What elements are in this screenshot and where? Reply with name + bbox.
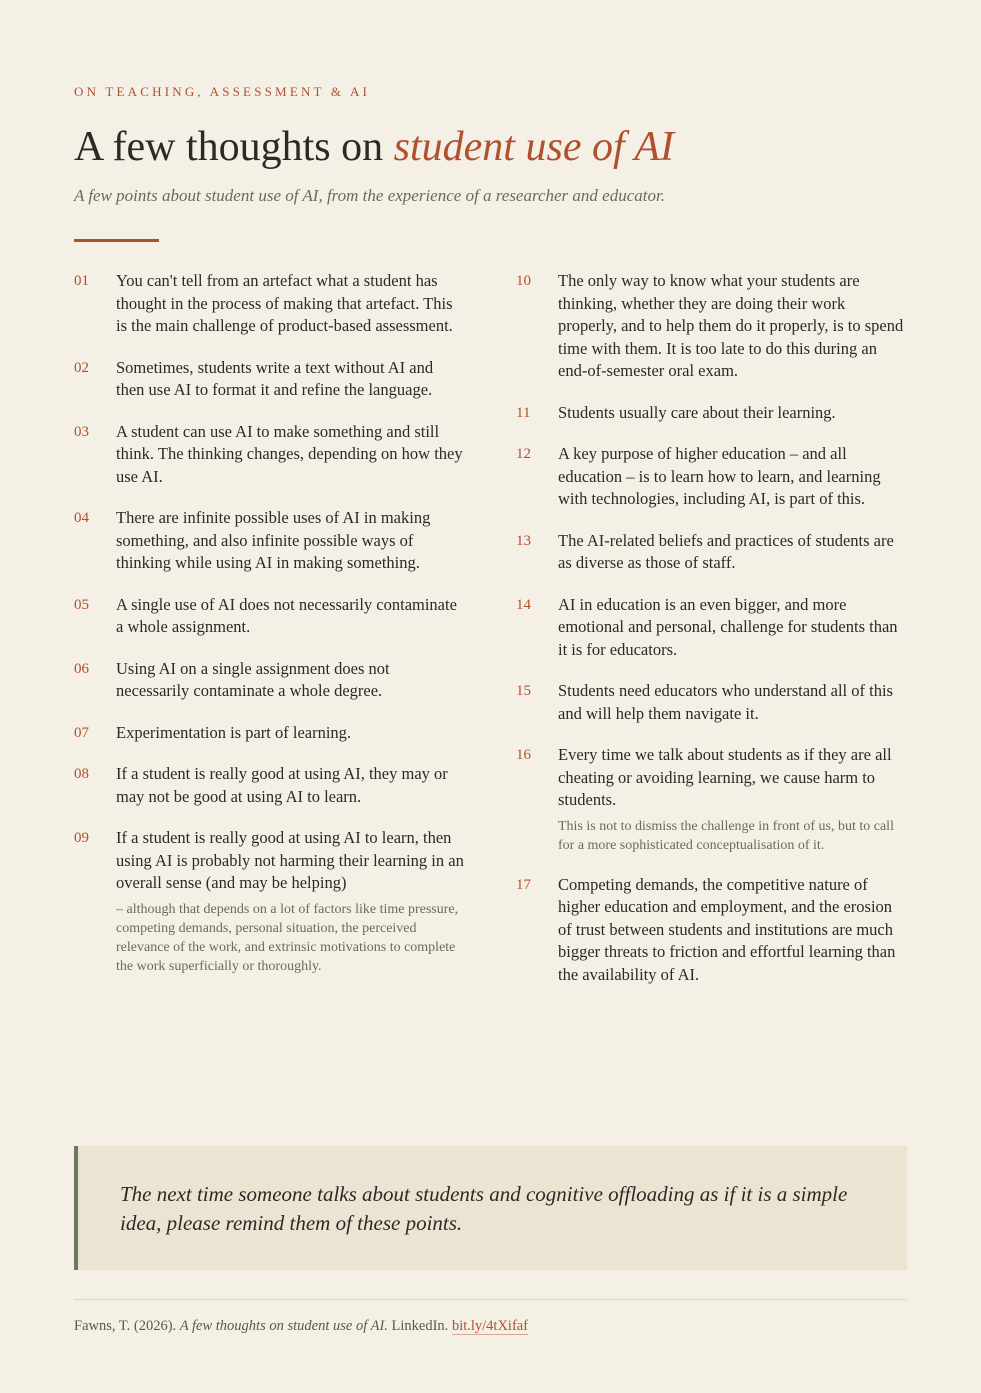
- footer-divider: [74, 1299, 907, 1300]
- point-item: [74, 421, 464, 489]
- point-text: If a student is really good at using AI, they may or may not be good at using AI to learn.: [116, 764, 448, 806]
- point-item: [74, 827, 464, 976]
- point-note: This is not to dismiss the challenge in front of us, but to call for a more sophisticated conceptualisation of it.: [558, 818, 894, 853]
- point-number: 14: [516, 596, 531, 613]
- point-number: 12: [516, 446, 531, 462]
- point-text: Using AI on a single assignment does not necessarily contaminate a whole degree.: [116, 658, 390, 700]
- point-note: – although that depends on a lot of factors like time pressure, competing demands, personal situation, the perceived relevance of the work, and extrinsic motivations to complete the work superficially or thoroughly.: [116, 901, 459, 974]
- point-number: 15: [516, 683, 531, 699]
- point-text: Competing demands, the competitive nature of higher education and employment, and the erosion of trust between students and institutions are much bigger threats to friction and effortful learning than the availability of AI.: [558, 874, 896, 984]
- point-number: 01: [74, 273, 89, 289]
- citation-work: A few thoughts on student use of AI.: [179, 1318, 388, 1334]
- point-item: [516, 680, 907, 725]
- point-number: 08: [74, 766, 89, 782]
- citation-venue: LinkedIn.: [387, 1318, 452, 1334]
- point-text: You can't tell from an artefact what a student has thought in the process of making that artefact. This is the main challenge of product-based assessment.: [116, 271, 453, 335]
- point-text: Sometimes, students write a text without AI and then use AI to format it and refine the language.: [116, 357, 434, 399]
- point-item: [516, 744, 907, 855]
- page-subtitle: A few points about student use of AI, from the experience of a researcher and educator.: [74, 186, 665, 205]
- point-item: [516, 402, 907, 425]
- point-number: 13: [516, 532, 531, 549]
- point-item: [74, 763, 464, 808]
- kicker-label: ON TEACHING, ASSESSMENT & AI: [74, 84, 371, 99]
- title-plain: A few thoughts on: [74, 124, 394, 170]
- point-number: 07: [74, 724, 89, 741]
- point-text: There are infinite possible uses of AI in making something, and also infinite possible ways of thinking while using AI in making something.: [116, 508, 431, 572]
- point-text: Experimentation is part of learning.: [116, 722, 352, 742]
- point-text: If a student is really good at using AI to learn, then using AI is probably not harming their learning in an overall sense (and may be helping): [116, 828, 464, 892]
- point-number: 03: [74, 423, 89, 440]
- point-item: [74, 722, 464, 745]
- point-number: 17: [516, 876, 531, 893]
- point-number: 10: [516, 273, 531, 289]
- point-item: [74, 357, 464, 402]
- point-number: 06: [74, 660, 89, 677]
- point-number: 04: [74, 510, 89, 526]
- point-text: A key purpose of higher education – and all education – is to learn how to learn, and learning with technologies, including AI, is part of this.: [558, 444, 881, 508]
- title-accent: student use of AI: [393, 124, 675, 170]
- citation: [74, 1318, 528, 1335]
- point-text: Students usually care about their learning.: [558, 402, 836, 422]
- point-item: [516, 270, 907, 383]
- point-item: [74, 270, 464, 338]
- point-item: [74, 658, 464, 703]
- point-number: 05: [74, 596, 89, 613]
- point-text: A student can use AI to make something and still think. The thinking changes, depending on how they use AI.: [116, 421, 463, 486]
- closing-quote: The next time someone talks about students and cognitive offloading as if it is a simple idea, please remind them of these points.: [74, 1146, 907, 1270]
- point-text: Students need educators who understand all of this and will help them navigate it.: [558, 681, 893, 723]
- point-number: 11: [516, 404, 531, 421]
- point-text: The AI-related beliefs and practices of students are as diverse as those of staff.: [558, 530, 894, 572]
- point-item: [516, 594, 907, 662]
- points-column-right: [516, 270, 907, 1005]
- point-text: The only way to know what your students are thinking, whether they are doing their work properly, and to help them do it properly, is to spend time with them. It is too late to do this during an end-of-semester oral exam.: [558, 271, 904, 380]
- page-title: [74, 122, 674, 172]
- point-item: [516, 530, 907, 575]
- point-text: Every time we talk about students as if they are all cheating or avoiding learning, we cause harm to students.: [558, 745, 892, 809]
- point-item: [516, 443, 907, 511]
- citation-link[interactable]: bit.ly/4tXifaf: [451, 1318, 529, 1334]
- points-column-left: [74, 270, 464, 995]
- citation-author: Fawns, T. (2026).: [74, 1318, 180, 1334]
- point-item: [74, 507, 464, 575]
- point-number: 02: [74, 359, 89, 376]
- point-text: A single use of AI does not necessarily contaminate a whole assignment.: [116, 594, 457, 636]
- point-number: 16: [516, 747, 531, 763]
- point-text: AI in education is an even bigger, and more emotional and personal, challenge for students than it is for educators.: [558, 594, 898, 659]
- point-number: 09: [74, 830, 89, 846]
- title-divider: [74, 239, 159, 242]
- point-item: [74, 594, 464, 639]
- point-item: [516, 874, 907, 987]
- document-page: [74, 0, 907, 1393]
